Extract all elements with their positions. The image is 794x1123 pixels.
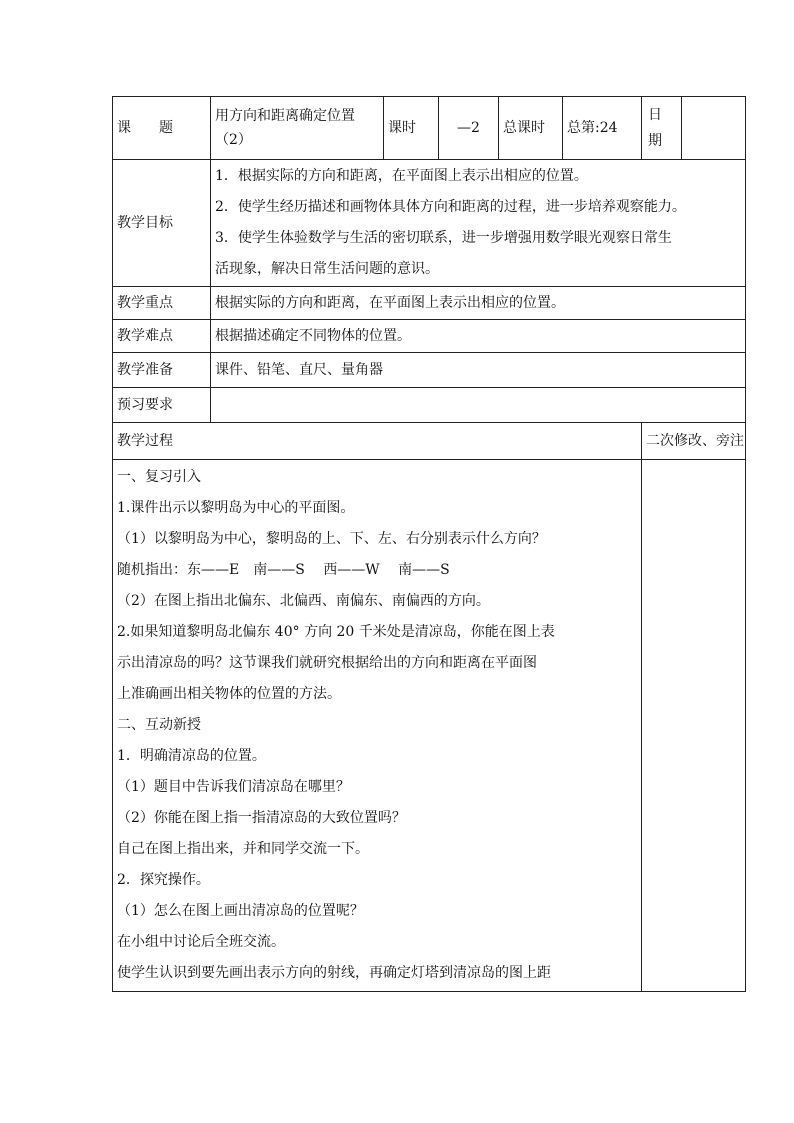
process-line: 一、复习引入 <box>117 469 201 485</box>
goal-item: 活现象，解决日常生活问题的意识。 <box>215 261 439 277</box>
date-value <box>682 97 746 160</box>
total-periods-value: 总第:24 <box>563 97 642 160</box>
difficulty-value: 根据描述确定不同物体的位置。 <box>211 320 746 353</box>
process-line: （2）在图上指出北偏东、北偏西、南偏东、南偏西的方向。 <box>117 593 490 609</box>
goals-label: 教学目标 <box>113 160 211 287</box>
goal-item: 1．根据实际的方向和距离，在平面图上表示出相应的位置。 <box>215 168 588 184</box>
process-line: （1）题目中告诉我们清凉岛在哪里？ <box>117 779 350 795</box>
period-label: 课时 <box>384 97 439 160</box>
process-line: 示出清凉岛的吗？这节课我们就研究根据给出的方向和距离在平面图 <box>117 655 537 671</box>
process-line: 自己在图上指出来，并和同学交流一下。 <box>117 841 369 857</box>
preview-value <box>211 388 746 423</box>
process-line: 二、互动新授 <box>117 717 201 733</box>
process-line: 2．探究操作。 <box>117 872 210 888</box>
preview-row <box>113 388 746 423</box>
process-line: 2.如果知道黎明岛北偏东 40° 方向 20 千米处是清凉岛，你能在图上表 <box>117 624 555 640</box>
key-point-label: 教学重点 <box>113 287 211 320</box>
process-line: 1.课件出示以黎明岛为中心的平面图。 <box>117 500 355 516</box>
period-value: —2 <box>439 97 499 160</box>
goals-row <box>113 160 746 287</box>
topic-value: 用方向和距离确定位置（2） <box>211 97 384 160</box>
process-line: 在小组中讨论后全班交流。 <box>117 934 285 950</box>
process-line: 使学生认识到要先画出表示方向的射线，再确定灯塔到清凉岛的图上距 <box>117 965 551 981</box>
difficulty-label: 教学难点 <box>113 320 211 353</box>
topic-label: 课 题 <box>113 97 211 160</box>
preparation-label: 教学准备 <box>113 353 211 388</box>
notes-content <box>642 460 746 992</box>
key-point-row <box>113 287 746 320</box>
preparation-value: 课件、铅笔、直尺、量角器 <box>211 353 746 388</box>
process-line: （1）怎么在图上画出清凉岛的位置呢？ <box>117 903 364 919</box>
process-label: 教学过程 <box>113 423 642 460</box>
goal-item: 2．使学生经历描述和画物体具体方向和距离的过程，进一步培养观察能力。 <box>215 199 686 215</box>
goals-content <box>211 160 746 287</box>
process-content <box>113 460 642 992</box>
notes-label: 二次修改、旁注 <box>642 423 746 460</box>
process-line: （2）你能在图上指一指清凉岛的大致位置吗？ <box>117 810 406 826</box>
key-point-value: 根据实际的方向和距离，在平面图上表示出相应的位置。 <box>211 287 746 320</box>
date-label: 日期 <box>642 97 682 160</box>
lesson-plan-document <box>112 96 745 992</box>
goal-item: 3．使学生体验数学与生活的密切联系，进一步增强用数学眼光观察日常生 <box>215 230 672 246</box>
process-header-row <box>113 423 746 460</box>
total-periods-label: 总课时 <box>499 97 563 160</box>
process-line: 随机指出：东——E 南——S 西——W 南——S <box>117 562 450 578</box>
difficulty-row <box>113 320 746 353</box>
process-body-row <box>113 460 746 992</box>
process-line: （1）以黎明岛为中心，黎明岛的上、下、左、右分别表示什么方向？ <box>117 531 546 547</box>
process-line: 1．明确清凉岛的位置。 <box>117 748 266 764</box>
lesson-plan-table <box>112 96 746 992</box>
header-row <box>113 97 746 160</box>
preview-label: 预习要求 <box>113 388 211 423</box>
process-line: 上准确画出相关物体的位置的方法。 <box>117 686 341 702</box>
preparation-row <box>113 353 746 388</box>
